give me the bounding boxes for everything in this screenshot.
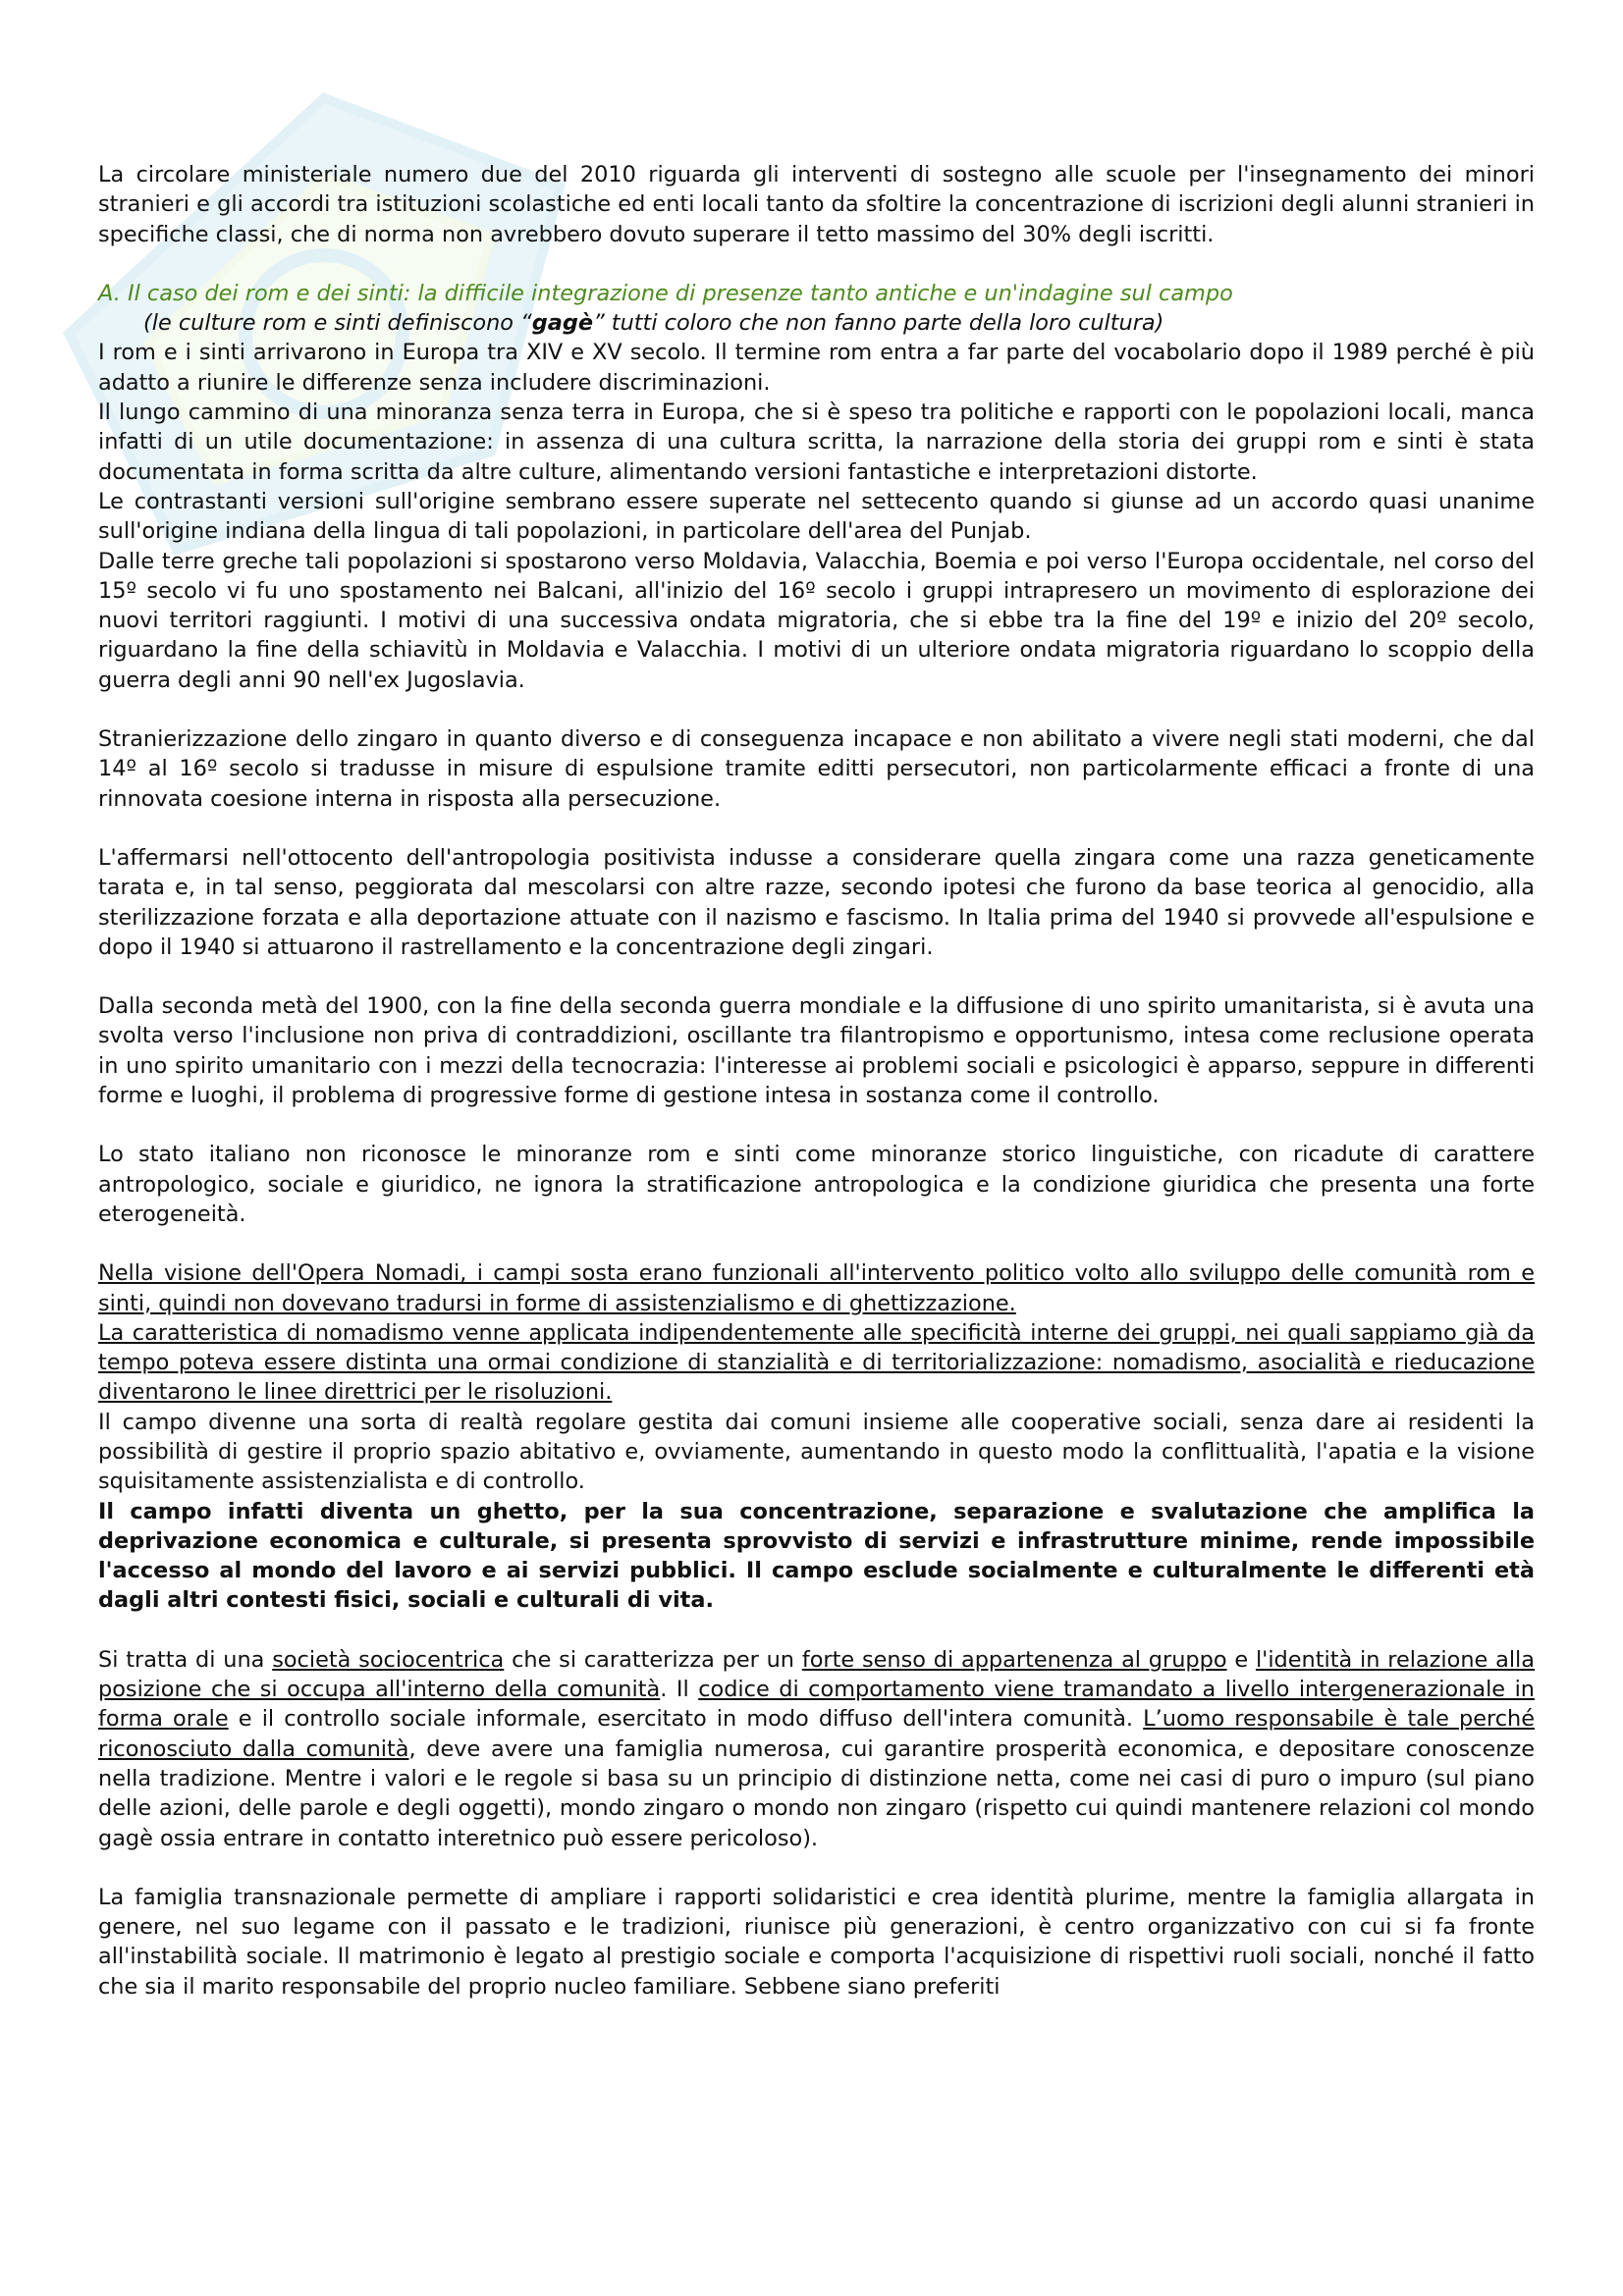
underlined-run: l'identità in relazione alla posizione che si occupa all'interno della comunità [98,1646,1535,1703]
paragraph-nomadism: La caratteristica di nomadismo venne applicata indipendentemente alle specificità interne dei gruppi, nei quali sappiamo già da tempo poteva essere distinta una ormai condizione di stanzialità e di territorializzazione: nomadismo, asocialità e rieducazione diventarono le linee direttrici per le risoluzioni. [98,1319,1535,1406]
text-run: , deve avere una famiglia numerosa, cui garantire prosperità economica, e depositare conoscenze nella tradizione. Mentre i valori e le regole si basa su un principio di distinzione netta, come nei casi di puro o impuro (sul piano delle azioni, delle parole e degli oggetti), mondo zingaro o mondo non zingaro (rispetto cui quindi mantenere relazioni col mondo gagè ossia entrare in contatto interetnico può essere pericoloso). [98,1735,1535,1851]
paragraph-circolare: La circolare ministeriale numero due del 2010 riguarda gli interventi di sostegno alle scuole per l'insegnamento dei minori stranieri e gli accordi tra istituzioni scolastiche ed enti locali tanto da sfoltire la concentrazione di iscrizioni degli alunni stranieri in specifiche classi, che di norma non avrebbero dovuto superare il tetto massimo del 30% degli iscritti. [98,162,1535,247]
subnote-term: gagè [531,310,594,337]
underlined-run: L’uomo responsabile è tale perché riconosciuto dalla comunità [98,1706,1535,1762]
paragraph-positivism: L'affermarsi nell'ottocento dell'antropologia positivista indusse a considerare quella zingara come una razza geneticamente tarata e, in tal senso, peggiorata dal mescolarsi con altre razze, secondo ipotesi che furono da base teorica al genocidio, alla sterilizzazione forzata e alla deportazione attuate con il nazismo e fascismo. In Italia prima del 1940 si provvede all'espulsione e dopo il 1940 si attuarono il rastrellamento e la concentrazione degli zingari. [98,844,1535,960]
subnote-before: (le culture rom e sinti definiscono “ [143,310,532,337]
underlined-run: società sociocentrica [272,1646,505,1673]
paragraph-camp-reality: Il campo divenne una sorta di realtà regolare gestita dai comuni insieme alle cooperative sociali, senza dare ai residenti la possibilità di gestire il proprio spazio abitativo e, ovviamente, aumentando in questo modo la conflittualità, l'apatia e la visione squisitamente assistenzialista e di controllo. [98,1409,1535,1495]
underlined-run: forte senso di appartenenza al gruppo [801,1646,1227,1673]
document-page [98,160,1535,2002]
paragraph-long-journey: Il lungo cammino di una minoranza senza terra in Europa, che si è speso tra politiche e rapporti con le popolazioni locali, manca infatti di un utile documentazione: in assenza di una cultura scritta, la narrazione della storia dei gruppi rom e sinti è stata documentata in forma scritta da altre culture, alimentando versioni fantastiche e interpretazioni distorte. [98,400,1535,485]
text-run: e [1226,1646,1256,1673]
section-heading: A. Il caso dei rom e dei sinti: la difficile integrazione di presenze tanto antiche e un'indagine sul campo [98,280,1233,306]
text-run: . Il [660,1677,699,1703]
subnote-after: ” tutti coloro che non fanno parte della loro cultura) [593,310,1164,337]
underlined-run: codice di comportamento viene tramandato a livello intergenerazionale in forma orale [98,1677,1535,1733]
paragraph-opera-nomadi: Nella visione dell'Opera Nomadi, i campi sosta erano funzionali all'intervento politico volto allo sviluppo delle comunità rom e sinti, quindi non dovevano tradursi in forme di assistenzialismo e di ghettizzazione. [98,1260,1535,1316]
paragraph-camp-ghetto: Il campo infatti diventa un ghetto, per la sua concentrazione, separazione e svalutazione che amplifica la deprivazione economica e culturale, si presenta sprovvisto di servizi e infrastrutture minime, rende impossibile l'accesso al mondo del lavoro e ai servizi pubblici. Il campo esclude socialmente e culturalmente le differenti età dagli altri contesti fisici, sociali e culturali di vita. [98,1498,1535,1614]
text-run: Si tratta di una [98,1646,273,1673]
paragraph-stranierizzazione: Stranierizzazione dello zingaro in quanto diverso e di conseguenza incapace e non abilitato a vivere negli stati moderni, che dal 14º al 16º secolo si tradusse in misure di espulsione tramite editti persecutori, non particolarmente efficaci a fronte di una rinnovata coesione interna in risposta alla persecuzione. [98,726,1535,812]
paragraph-family: La famiglia transnazionale permette di ampliare i rapporti solidaristici e crea identità plurime, mentre la famiglia allargata in genere, nel suo legame con il passato e le tradizioni, riunisce più generazioni, è centro organizzativo con cui si fa fronte all'instabilità sociale. Il matrimonio è legato al prestigio sociale e comporta l'acquisizione di rispettivi ruoli sociali, nonché il fatto che sia il marito responsabile del proprio nucleo familiare. Sebbene siano preferiti [98,1884,1535,2000]
paragraph-arrival: I rom e i sinti arrivarono in Europa tra XIV e XV secolo. Il termine rom entra a far parte del vocabolario dopo il 1989 perché è più adatto a riunire le differenze senza includere discriminazioni. [98,340,1535,396]
text-run: che si caratterizza per un [504,1646,802,1673]
section-subnote [98,308,1535,338]
paragraph-origin: Le contrastanti versioni sull'origine sembrano essere superate nel settecento quando si giunse ad un accordo quasi unanime sull'origine indiana della lingua di tali popolazioni, in particolare dell'area del Punjab. [98,488,1535,545]
paragraph-sociocentric [98,1645,1535,1853]
paragraph-italian-state: Lo stato italiano non riconosce le minoranze rom e sinti come minoranze storico linguistiche, con ricadute di carattere antropologico, sociale e giuridico, ne ignora la stratificazione antropologica e la condizione giuridica che presenta una forte eterogeneità. [98,1142,1535,1227]
paragraph-postwar: Dalla seconda metà del 1900, con la fine della seconda guerra mondiale e la diffusione di uno spirito umanitarista, si è avuta una svolta verso l'inclusione non priva di contraddizioni, oscillante tra filantropismo e opportunismo, intesa come reclusione operata in uno spirito umanitario con i mezzi della tecnocrazia: l'interesse ai problemi sociali e psicologici è apparso, seppure in differenti forme e luoghi, il problema di progressive forme di gestione intesa in sostanza come il controllo. [98,993,1535,1109]
paragraph-migrations: Dalle terre greche tali popolazioni si spostarono verso Moldavia, Valacchia, Boemia e poi verso l'Europa occidentale, nel corso del 15º secolo vi fu uno spostamento nei Balcani, all'inizio del 16º secolo i gruppi intrapresero un movimento di esplorazione dei nuovi territori raggiunti. I motivi di una successiva ondata migratoria, che si ebbe tra la fine del 19º e inizio del 20º secolo, riguardano la fine della schiavitù in Moldavia e Valacchia. I motivi di un ulteriore ondata migratoria riguardano lo scoppio della guerra degli anni 90 nell'ex Jugoslavia. [98,548,1535,693]
text-run: e il controllo sociale informale, esercitato in modo diffuso dell'intera comunità. [228,1706,1144,1733]
